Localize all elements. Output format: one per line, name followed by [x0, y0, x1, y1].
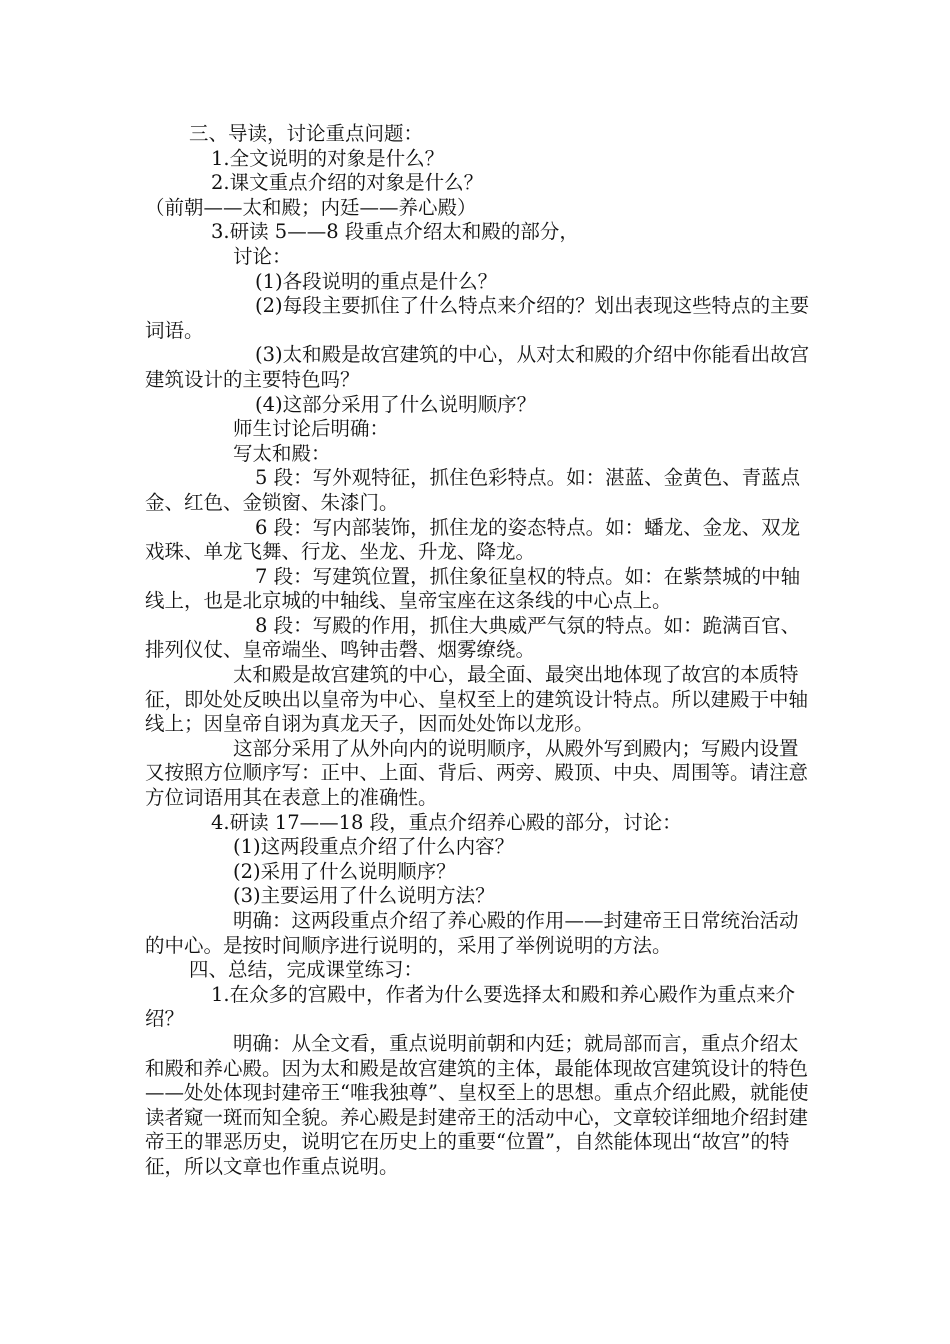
discussion-label: 讨论： [233, 244, 292, 268]
discussion-item-1: (1)各段说明的重点是什么？ [255, 269, 498, 293]
explanation-order-note: 这部分采用了从外向内的说明顺序，从殿外写到殿内；写殿内设置又按照方位顺序写：正中、上面、背后、两旁、殿顶、中央、周围等。请注意方位词语用其在表意上的准确性。 [145, 736, 809, 810]
question-4-item-1: (1)这两段重点介绍了什么内容？ [233, 835, 515, 859]
exercise-question-1: 1.在众多的宫殿中，作者为什么要选择太和殿和养心殿作为重点来介绍？ [145, 982, 796, 1031]
question-2: 2.课文重点介绍的对象是什么？ [211, 171, 484, 195]
section-heading-guided-reading: 三、导读，讨论重点问题： [189, 122, 424, 145]
discussion-item-4: (4)这部分采用了什么说明顺序？ [255, 392, 537, 416]
paragraph-7-note: 7 段：写建筑位置，抓住象征皇权的特点。如：在紫禁城的中轴线上，也是北京城的中轴线、皇帝宝座在这条线的中心点上。 [145, 564, 801, 613]
paragraph-6-note: 6 段：写内部装饰，抓住龙的姿态特点。如：蟠龙、金龙、双龙戏珠、单龙飞舞、行龙、坐龙、升龙、降龙。 [145, 515, 801, 564]
question-4-item-3: (3)主要运用了什么说明方法？ [233, 884, 495, 908]
question-2-answer-note: （前朝——太和殿；内廷——养心殿） [145, 195, 477, 219]
taihe-hall-label: 写太和殿： [233, 441, 331, 465]
paragraph-8-note: 8 段：写殿的作用，抓住大典威严气氛的特点。如：跪满百官、排列仪仗、皇帝端坐、鸣钟击磬、烟雾缭绕。 [145, 613, 801, 662]
exercise-answer-1: 明确：从全文看，重点说明前朝和内廷；就局部而言，重点介绍太和殿和养心殿。因为太和殿是故宫建筑的主体，最能体现故宫建筑设计的特色——处处体现封建帝王“唯我独尊”、皇权至上的思想。重点介绍此殿，就能使读者窥一斑而知全貌。养心殿是封建帝王的活动中心，文章较详细地介绍封建帝王的罪恶历史，说明它在历史上的重要“位置”，自然能体现出“故宫”的特征，所以文章也作重点说明。 [145, 1031, 809, 1178]
question-4-item-2: (2)采用了什么说明顺序？ [233, 859, 456, 883]
paragraph-5-note: 5 段：写外观特征，抓住色彩特点。如：湛蓝、金黄色、青蓝点金、红色、金锁窗、朱漆门。 [145, 466, 801, 514]
question-4-answer: 明确：这两段重点介绍了养心殿的作用——封建帝王日常统治活动的中心。是按时间顺序进行说明的，采用了举例说明的方法。 [145, 909, 799, 957]
question-3: 3.研读 5——8 段重点介绍太和殿的部分， [211, 220, 579, 244]
discussion-item-3: (3)太和殿是故宫建筑的中心，从对太和殿的介绍中你能看出故宫建筑设计的主要特色吗？ [145, 343, 810, 391]
taihe-hall-summary: 太和殿是故宫建筑的中心，最全面、最突出地体现了故宫的本质特征，即处处反映出以皇帝为中心、皇权至上的建筑设计特点。所以建殿于中轴线上；因皇帝自诩为真龙天子，因而处处饰以龙形。 [145, 663, 809, 736]
section-heading-summary: 四、总结，完成课堂练习： [189, 958, 424, 982]
document-body [145, 122, 810, 1180]
question-4: 4.研读 17——18 段，重点介绍养心殿的部分，讨论： [211, 810, 682, 834]
question-1: 1.全文说明的对象是什么？ [211, 146, 445, 170]
clarification-label: 师生讨论后明确： [233, 417, 390, 441]
discussion-item-2: (2)每段主要抓住了什么特点来介绍的？划出表现这些特点的主要词语。 [145, 294, 810, 342]
